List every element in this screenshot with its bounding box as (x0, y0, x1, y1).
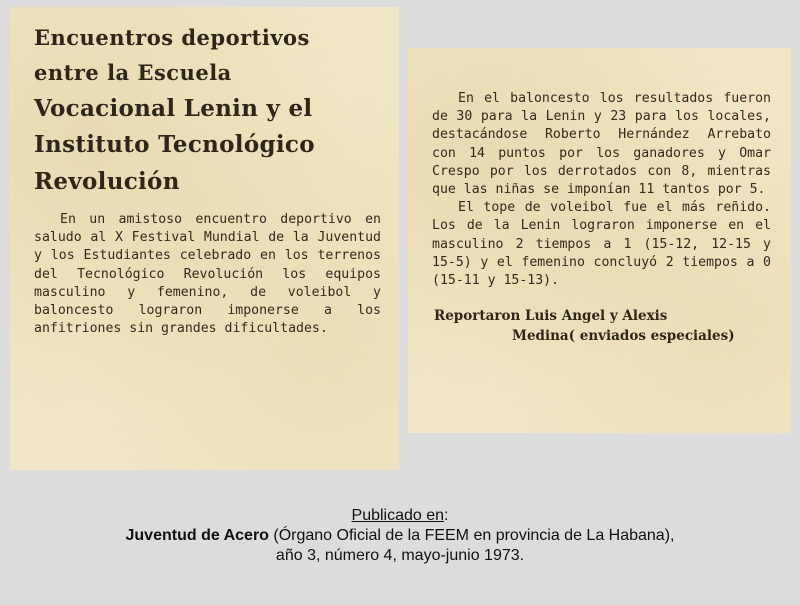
left-newspaper-clipping (10, 7, 399, 470)
caption-label-colon: : (444, 507, 449, 524)
headline-line-1: Encuentros deportivos (34, 25, 310, 50)
caption-line-2 (0, 526, 800, 546)
right-body-paragraph-1: En el baloncesto los resultados fueron de 30 para la Lenin y 23 para los locales, destacándose Roberto Hernández Arrebato con 14 puntos por los ganadores y Omar Crespo por los derrotados con 8, mientras que las niñas se imponían 11 tantos por 5. (432, 91, 771, 198)
publication-caption (0, 506, 800, 566)
headline-line-5: Revolución (34, 168, 180, 195)
byline (432, 306, 771, 346)
publication-name: Juventud de Acero (125, 527, 269, 544)
headline-line-4: Instituto Tecnológico (34, 131, 315, 158)
right-newspaper-clipping (408, 48, 791, 433)
right-body-paragraph-2: El tope de voleibol fue el más reñido. Los de la Lenin lograron imponerse en el masculino 2 tiempos a 1 (15-12, 12-15 y 15-5) y el femenino concluyó 2 tiempos a 0 (15-11 y 15-13). (432, 200, 771, 289)
byline-line-1: Reportaron Luis Angel y Alexis (434, 308, 668, 325)
publication-detail: (Órgano Oficial de la FEEM en provincia de La Habana), (268, 527, 675, 544)
headline-line-3: Vocacional Lenin y el (34, 95, 313, 122)
left-body-paragraph: En un amistoso encuentro deportivo en saludo al X Festival Mundial de la Juventud y los Estudiantes celebrado en los terrenos del Tecnológico Revolución los equipos masculino y femenino, de voleibol y baloncesto lograron imponerse a los anfitriones sin grandes dificultades. (34, 212, 381, 337)
caption-line-1 (0, 506, 800, 526)
caption-issue: año 3, número 4, mayo-junio 1973. (275, 547, 525, 564)
headline-line-2: entre la Escuela (34, 60, 232, 85)
byline-line-2: Medina( enviados especiales) (512, 328, 735, 345)
caption-label: Publicado en (351, 507, 445, 524)
